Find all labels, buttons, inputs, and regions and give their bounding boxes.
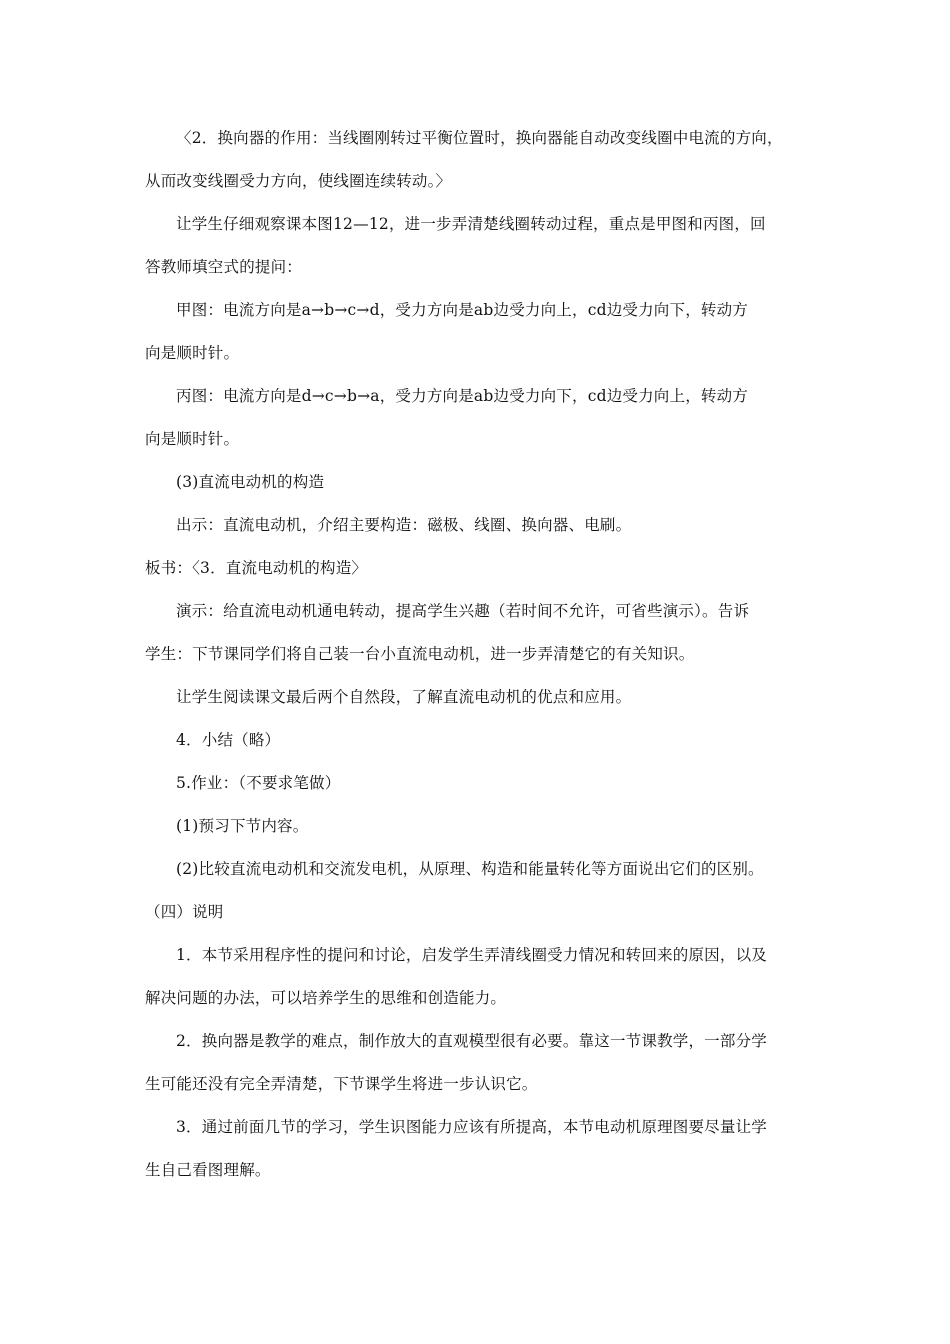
text-line: 出示：直流电动机，介绍主要构造：磁极、线圈、换向器、电刷。 (176, 516, 632, 534)
section-heading: （四）说明 (145, 903, 224, 921)
text-line: 1．本节采用程序性的提问和讨论，启发学生弄清线圈受力情况和转回来的原因，以及 (176, 946, 767, 964)
text-line: 答教师填空式的提问： (145, 258, 303, 276)
text-line: 〈2．换向器的作用：当线圈刚转过平衡位置时，换向器能自动改变线圈中电流的方向， (176, 129, 783, 147)
text-line: 向是顺时针。 (145, 344, 240, 362)
text-line: 2．换向器是教学的难点，制作放大的直观模型很有必要。靠这一节课教学，一部分学 (176, 1032, 767, 1050)
text-line: 生可能还没有完全弄清楚，下节课学生将进一步认识它。 (145, 1075, 538, 1093)
text-line: 3．通过前面几节的学习，学生识图能力应该有所提高，本节电动机原理图要尽量让学 (176, 1118, 767, 1136)
text-line: 让学生阅读课文最后两个自然段，了解直流电动机的优点和应用。 (176, 688, 632, 706)
section-heading: 4．小结（略） (176, 731, 281, 749)
text-line: 让学生仔细观察课本图12—12，进一步弄清楚线圈转动过程，重点是甲图和丙图，回 (176, 215, 766, 233)
text-line: 解决问题的办法，可以培养学生的思维和创造能力。 (145, 989, 507, 1007)
text-line: (2)比较直流电动机和交流发电机，从原理、构造和能量转化等方面说出它们的区别。 (176, 860, 764, 878)
text-line: 向是顺时针。 (145, 430, 240, 448)
section-heading: 5.作业：（不要求笔做） (176, 774, 341, 792)
text-line: 演示：给直流电动机通电转动，提高学生兴趣（若时间不允许，可省些演示）。告诉 (176, 602, 750, 620)
text-line: 丙图：电流方向是d→c→b→a，受力方向是ab边受力向下，cd边受力向上，转动方 (176, 387, 748, 405)
text-line: 甲图：电流方向是a→b→c→d，受力方向是ab边受力向上，cd边受力向下，转动方 (176, 301, 748, 319)
text-line: 学生：下节课同学们将自己装一台小直流电动机，进一步弄清楚它的有关知识。 (145, 645, 695, 663)
text-line: (1)预习下节内容。 (176, 817, 309, 835)
text-line: 板书：〈3．直流电动机的构造〉 (145, 559, 368, 577)
section-heading: (3)直流电动机的构造 (176, 473, 325, 491)
text-line: 从而改变线圈受力方向，使线圈连续转动。〉 (145, 172, 452, 190)
text-line: 生自己看图理解。 (145, 1161, 271, 1179)
